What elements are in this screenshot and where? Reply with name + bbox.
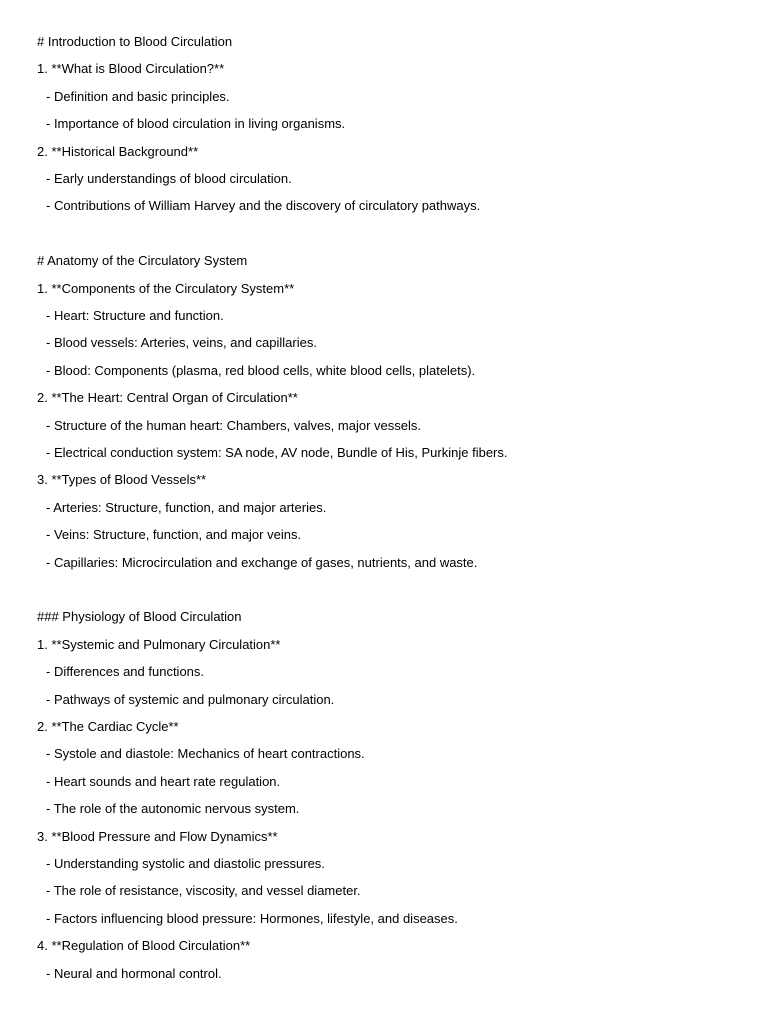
bullet-item: - Early understandings of blood circulation. [46,171,292,186]
bullet-item: - Arteries: Structure, function, and major arteries. [46,500,327,515]
numbered-item: 1. **Systemic and Pulmonary Circulation** [37,637,281,652]
bullet-item: - Heart: Structure and function. [46,308,224,323]
numbered-item: 4. **Regulation of Blood Circulation** [37,938,251,953]
section-heading: # Introduction to Blood Circulation [37,34,233,49]
bullet-item: - Capillaries: Microcirculation and exchange of gases, nutrients, and waste. [46,555,478,570]
bullet-item: - Neural and hormonal control. [46,966,222,981]
bullet-item: - Blood vessels: Arteries, veins, and capillaries. [46,335,317,350]
numbered-item: 2. **Historical Background** [37,144,199,159]
section-heading: # Anatomy of the Circulatory System [37,253,248,268]
bullet-item: - Definition and basic principles. [46,89,230,104]
section-heading: ### Physiology of Blood Circulation [37,609,242,624]
bullet-item: - Factors influencing blood pressure: Hormones, lifestyle, and diseases. [46,911,458,926]
bullet-item: - Pathways of systemic and pulmonary circulation. [46,692,335,707]
numbered-item: 2. **The Heart: Central Organ of Circulation** [37,390,298,405]
bullet-item: - Structure of the human heart: Chambers, valves, major vessels. [46,418,421,433]
bullet-item: - Contributions of William Harvey and the discovery of circulatory pathways. [46,198,481,213]
bullet-item: - Veins: Structure, function, and major veins. [46,527,302,542]
numbered-item: 1. **Components of the Circulatory System** [37,281,295,296]
bullet-item: - Differences and functions. [46,664,205,679]
numbered-item: 3. **Blood Pressure and Flow Dynamics** [37,829,278,844]
bullet-item: - Systole and diastole: Mechanics of heart contractions. [46,746,365,761]
numbered-item: 3. **Types of Blood Vessels** [37,472,207,487]
bullet-item: - Blood: Components (plasma, red blood cells, white blood cells, platelets). [46,363,476,378]
bullet-item: - Electrical conduction system: SA node, AV node, Bundle of His, Purkinje fibers. [46,445,508,460]
numbered-item: 1. **What is Blood Circulation?** [37,61,225,76]
bullet-item: - Importance of blood circulation in living organisms. [46,116,346,131]
bullet-item: - The role of resistance, viscosity, and vessel diameter. [46,883,361,898]
bullet-item: - Understanding systolic and diastolic pressures. [46,856,325,871]
numbered-item: 2. **The Cardiac Cycle** [37,719,179,734]
bullet-item: - Heart sounds and heart rate regulation. [46,774,281,789]
bullet-item: - The role of the autonomic nervous system. [46,801,300,816]
